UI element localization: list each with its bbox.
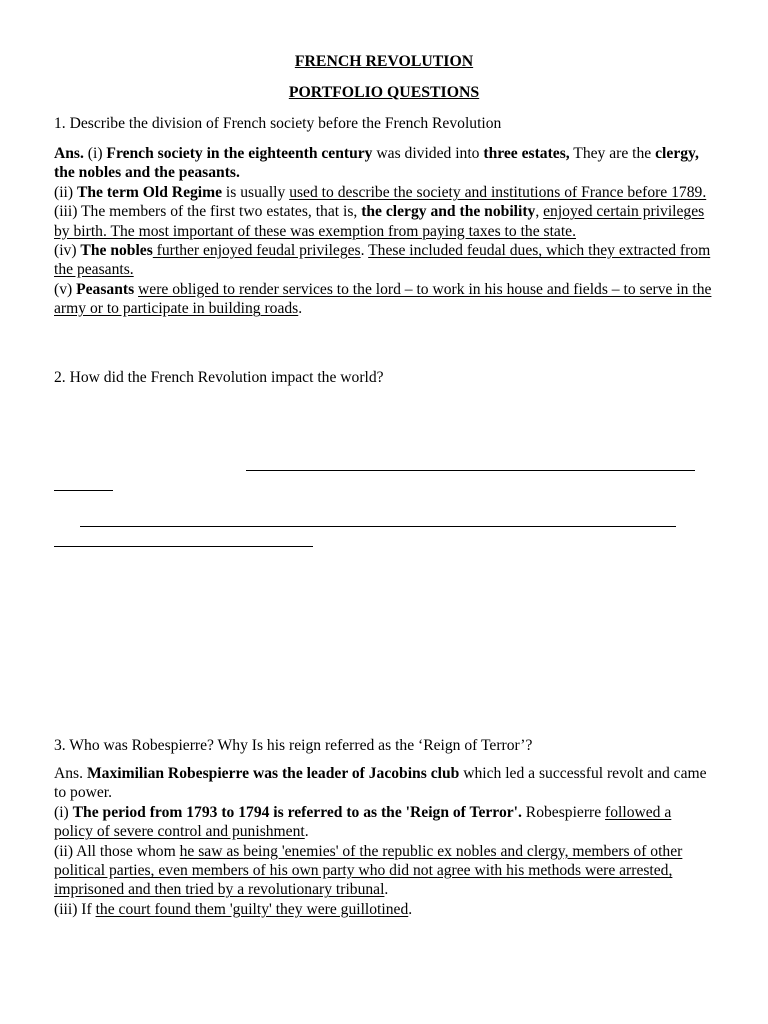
question-3: 3. Who was Robespierre? Why Is his reign referred as the ‘Reign of Terror’? <box>54 737 533 754</box>
bold-text: French society in the eighteenth century <box>106 145 373 162</box>
text-fragment: (ii) <box>54 183 77 201</box>
ans-label: Ans. <box>54 145 84 162</box>
bold-text: Maximilian Robespierre was the leader of Jacobins club <box>86 765 460 782</box>
answer-1-point-5 <box>54 280 714 319</box>
text-fragment: was divided into <box>372 145 484 162</box>
text-fragment: They are the <box>569 145 656 162</box>
underlined-text: These included feudal dues, which they extracted from the peasants. <box>54 242 711 279</box>
answer-blank-line <box>80 526 676 527</box>
underlined-text: used to describe the society and institutions of France before 1789. <box>289 183 707 201</box>
bold-text: The nobles <box>80 242 153 260</box>
question-2: 2. How did the French Revolution impact the world? <box>54 369 384 386</box>
text-fragment: (i) <box>54 803 73 821</box>
answer-1-point-4 <box>54 241 714 280</box>
answer-3-point-1 <box>54 803 714 842</box>
bold-text: The term Old Regime <box>76 183 223 201</box>
underlined-text: were obliged to render services to the lord – to work in his house and fields – to serve in the army or to participate in building roads <box>54 280 712 318</box>
text-fragment: (iii) If <box>54 900 96 918</box>
underlined-text: further enjoyed feudal privileges <box>152 242 361 260</box>
answer-1-point-2 <box>54 183 714 202</box>
text-fragment: (v) <box>54 280 77 298</box>
answer-3-point-3 <box>54 900 714 919</box>
text-fragment: which led a successful revolt and came to power. <box>54 765 707 802</box>
text-fragment: (ii) All those whom <box>54 842 180 860</box>
underlined-text: followed a policy of severe control and punishment <box>54 803 672 841</box>
text-fragment: . <box>408 900 413 918</box>
text-fragment: . <box>384 881 389 899</box>
text-fragment: . <box>304 823 309 841</box>
bold-text: Peasants <box>76 280 135 298</box>
underlined-text: he saw as being 'enemies' of the republic ex nobles and clergy, members of other political parties, even members of his own party who did not agree with his methods were arrested, imprisoned and then tried by a revolutionary tribunal <box>54 842 683 899</box>
page-title: FRENCH REVOLUTION <box>294 53 474 70</box>
text-fragment: (iii) The members of the first two estates, that is, <box>54 203 362 221</box>
text-fragment: , <box>535 203 544 221</box>
underlined-text: the court found them 'guilty' they were guillotined <box>95 900 409 918</box>
answer-3-point-2 <box>54 842 714 900</box>
answer-3-point-0 <box>54 764 714 803</box>
text-fragment: . <box>360 242 369 260</box>
text-fragment: Ans. <box>54 765 87 782</box>
page-subtitle: PORTFOLIO QUESTIONS <box>288 84 480 101</box>
bold-text: the clergy and the nobility <box>361 203 536 221</box>
text-fragment: (i) <box>83 145 107 162</box>
underlined-text: enjoyed certain privileges by birth. The most important of these was exemption from paying taxes to the state. <box>54 203 705 240</box>
answer-1-point-1 <box>54 144 714 183</box>
text-fragment: (iv) <box>54 242 81 260</box>
text-fragment: . <box>298 300 303 318</box>
answer-blank-line <box>54 546 313 547</box>
bold-text: The period from 1793 to 1794 is referred to as the 'Reign of Terror'. <box>72 803 522 821</box>
bold-text: clergy, the nobles and the peasants. <box>54 145 699 182</box>
text-fragment: Robespierre <box>521 803 606 821</box>
answer-blank-line <box>246 470 695 471</box>
answer-1-point-3 <box>54 202 714 241</box>
answer-1 <box>54 144 714 319</box>
answer-blank-line <box>54 490 113 491</box>
bold-text: three estates, <box>483 145 570 162</box>
answer-3 <box>54 764 714 919</box>
text-fragment: is usually <box>222 183 290 201</box>
question-1: 1. Describe the division of French society before the French Revolution <box>54 115 502 132</box>
